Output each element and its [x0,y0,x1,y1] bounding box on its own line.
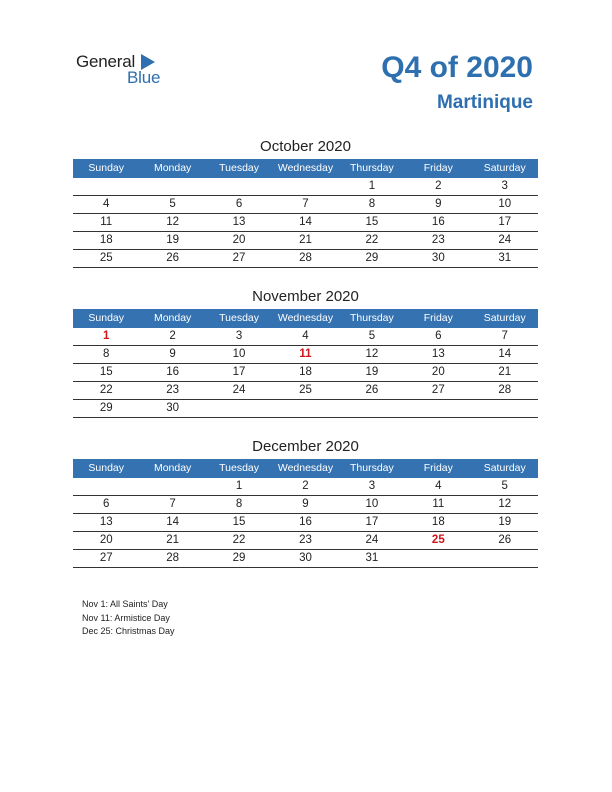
day-cell: 1 [103,330,110,342]
day-cell: 25 [299,384,312,396]
day-cell: 24 [232,384,246,396]
logo-blue-text: Blue [127,68,161,87]
weekday-label: Friday [423,312,453,324]
weekday-label: Friday [423,162,453,174]
week-row [73,328,538,346]
week-row [73,532,538,550]
weekday-header [73,159,538,178]
weekday-label: Monday [153,162,192,174]
day-cell: 23 [166,384,180,396]
day-cell: 14 [166,516,180,528]
day-cell: 12 [166,216,180,228]
logo-general-text: General [76,52,136,71]
day-cell: 25 [99,252,113,264]
day-cell: 30 [299,552,312,564]
day-cell: 11 [100,216,113,228]
day-cell: 24 [365,534,379,546]
day-cell: 10 [365,498,379,510]
weekday-label: Tuesday [219,162,259,174]
day-cell: 20 [232,234,246,246]
logo [76,52,186,88]
day-cell: 24 [498,234,512,246]
month-calendar [73,437,538,568]
weekday-label: Monday [153,462,192,474]
day-cell: 3 [235,330,243,342]
day-cell: 19 [166,234,180,246]
page-title: Q4 of 2020 [381,51,533,84]
day-cell: 5 [501,480,508,492]
day-cell: 31 [498,252,512,264]
day-cell: 27 [431,384,445,396]
day-cell: 29 [99,402,113,414]
day-cell [405,400,471,417]
day-cell: 15 [99,366,113,378]
day-cell: 11 [299,348,312,360]
day-cell: 15 [232,516,246,528]
day-cell [272,178,338,195]
month-calendar [73,137,538,268]
weekday-label: Thursday [350,312,394,324]
week-row [73,346,538,364]
month-title: October 2020 [260,138,351,155]
week-row [73,478,538,496]
day-cell: 11 [432,498,445,510]
day-cell: 4 [103,198,110,210]
day-cell: 1 [235,480,243,492]
weekday-label: Tuesday [219,462,259,474]
day-cell [472,550,538,567]
holiday-notes [82,598,175,639]
day-cell: 5 [368,330,376,342]
day-cell [405,550,471,567]
day-cell: 12 [365,348,379,360]
day-cell: 16 [431,216,445,228]
day-cell: 5 [169,198,176,210]
day-cell: 12 [498,498,512,510]
week-row [73,364,538,382]
week-row [73,496,538,514]
week-row [73,178,538,196]
day-cell [73,478,139,495]
weekday-label: Tuesday [219,312,259,324]
month-title: November 2020 [252,288,359,305]
day-cell: 18 [431,516,445,528]
day-cell: 9 [302,498,309,510]
weekday-label: Monday [153,312,192,324]
day-cell: 2 [435,180,442,192]
holiday-note: Dec 25: Christmas Day [82,626,175,636]
day-cell: 30 [431,252,445,264]
day-cell: 18 [99,234,113,246]
day-cell: 13 [99,516,113,528]
day-cell: 19 [498,516,512,528]
week-row [73,214,538,232]
weekday-label: Thursday [350,462,394,474]
day-cell: 6 [435,330,442,342]
week-row [73,400,538,418]
holiday-note: Nov 1: All Saints' Day [82,599,168,609]
day-cell: 25 [431,534,445,546]
weekday-label: Thursday [350,162,394,174]
day-cell: 3 [501,180,508,192]
day-cell: 14 [498,348,512,360]
day-cell: 28 [166,552,180,564]
day-cell: 17 [498,216,512,228]
day-cell: 13 [232,216,246,228]
week-row [73,250,538,268]
day-cell [206,178,272,195]
day-cell: 3 [368,480,376,492]
day-cell: 21 [166,534,180,546]
weekday-label: Saturday [483,162,526,174]
weekday-header [73,309,538,328]
month-calendar [73,287,538,418]
day-cell: 20 [431,366,445,378]
day-cell [272,400,338,417]
day-cell: 9 [435,198,442,210]
page-subtitle: Martinique [436,92,533,113]
day-cell: 4 [302,330,309,342]
day-cell: 22 [365,234,379,246]
day-cell [472,400,538,417]
day-cell: 22 [99,384,113,396]
day-cell: 10 [498,198,512,210]
day-cell: 21 [299,234,312,246]
weekday-label: Saturday [483,312,526,324]
week-row [73,514,538,532]
day-cell: 6 [235,198,243,210]
week-row [73,382,538,400]
day-cell: 17 [232,366,246,378]
week-row [73,196,538,214]
day-cell: 31 [365,552,379,564]
day-cell: 17 [365,516,379,528]
day-cell: 26 [166,252,180,264]
weekday-label: Wednesday [277,462,334,474]
day-cell: 9 [169,348,176,360]
day-cell: 23 [299,534,312,546]
day-cell: 29 [365,252,379,264]
weekday-label: Friday [423,462,453,474]
day-cell: 27 [232,252,246,264]
day-cell: 10 [232,348,246,360]
day-cell: 8 [368,198,376,210]
holiday-note: Nov 11: Armistice Day [82,612,170,623]
day-cell: 7 [501,330,508,342]
day-cell: 30 [166,402,180,414]
day-cell: 7 [302,198,309,210]
weekday-header [73,459,538,478]
day-cell: 2 [169,330,176,342]
day-cell: 19 [365,366,379,378]
weekday-label: Sunday [88,312,125,324]
day-cell: 23 [431,234,445,246]
day-cell: 26 [498,534,512,546]
day-cell: 8 [103,348,110,360]
weekday-label: Wednesday [277,162,334,174]
day-cell: 16 [166,366,180,378]
day-cell: 15 [365,216,379,228]
day-cell: 21 [498,366,512,378]
day-cell: 7 [169,498,176,510]
weekday-label: Sunday [88,162,125,174]
day-cell: 28 [299,252,312,264]
day-cell: 14 [299,216,312,228]
day-cell: 22 [232,534,246,546]
day-cell [73,178,139,195]
day-cell [139,178,205,195]
day-cell [339,400,405,417]
day-cell: 26 [365,384,379,396]
day-cell: 2 [302,480,309,492]
week-row [73,232,538,250]
day-cell: 1 [368,180,376,192]
week-row [73,550,538,568]
day-cell: 16 [299,516,312,528]
day-cell: 8 [235,498,243,510]
day-cell: 6 [103,498,110,510]
day-cell: 27 [99,552,113,564]
day-cell [139,478,205,495]
day-cell: 4 [435,480,442,492]
day-cell: 18 [299,366,312,378]
day-cell: 29 [232,552,246,564]
day-cell [206,400,272,417]
day-cell: 20 [99,534,113,546]
day-cell: 28 [498,384,512,396]
weekday-label: Sunday [88,462,125,474]
weekday-label: Wednesday [277,312,334,324]
weekday-label: Saturday [483,462,526,474]
month-title: December 2020 [252,438,359,455]
day-cell: 13 [431,348,445,360]
